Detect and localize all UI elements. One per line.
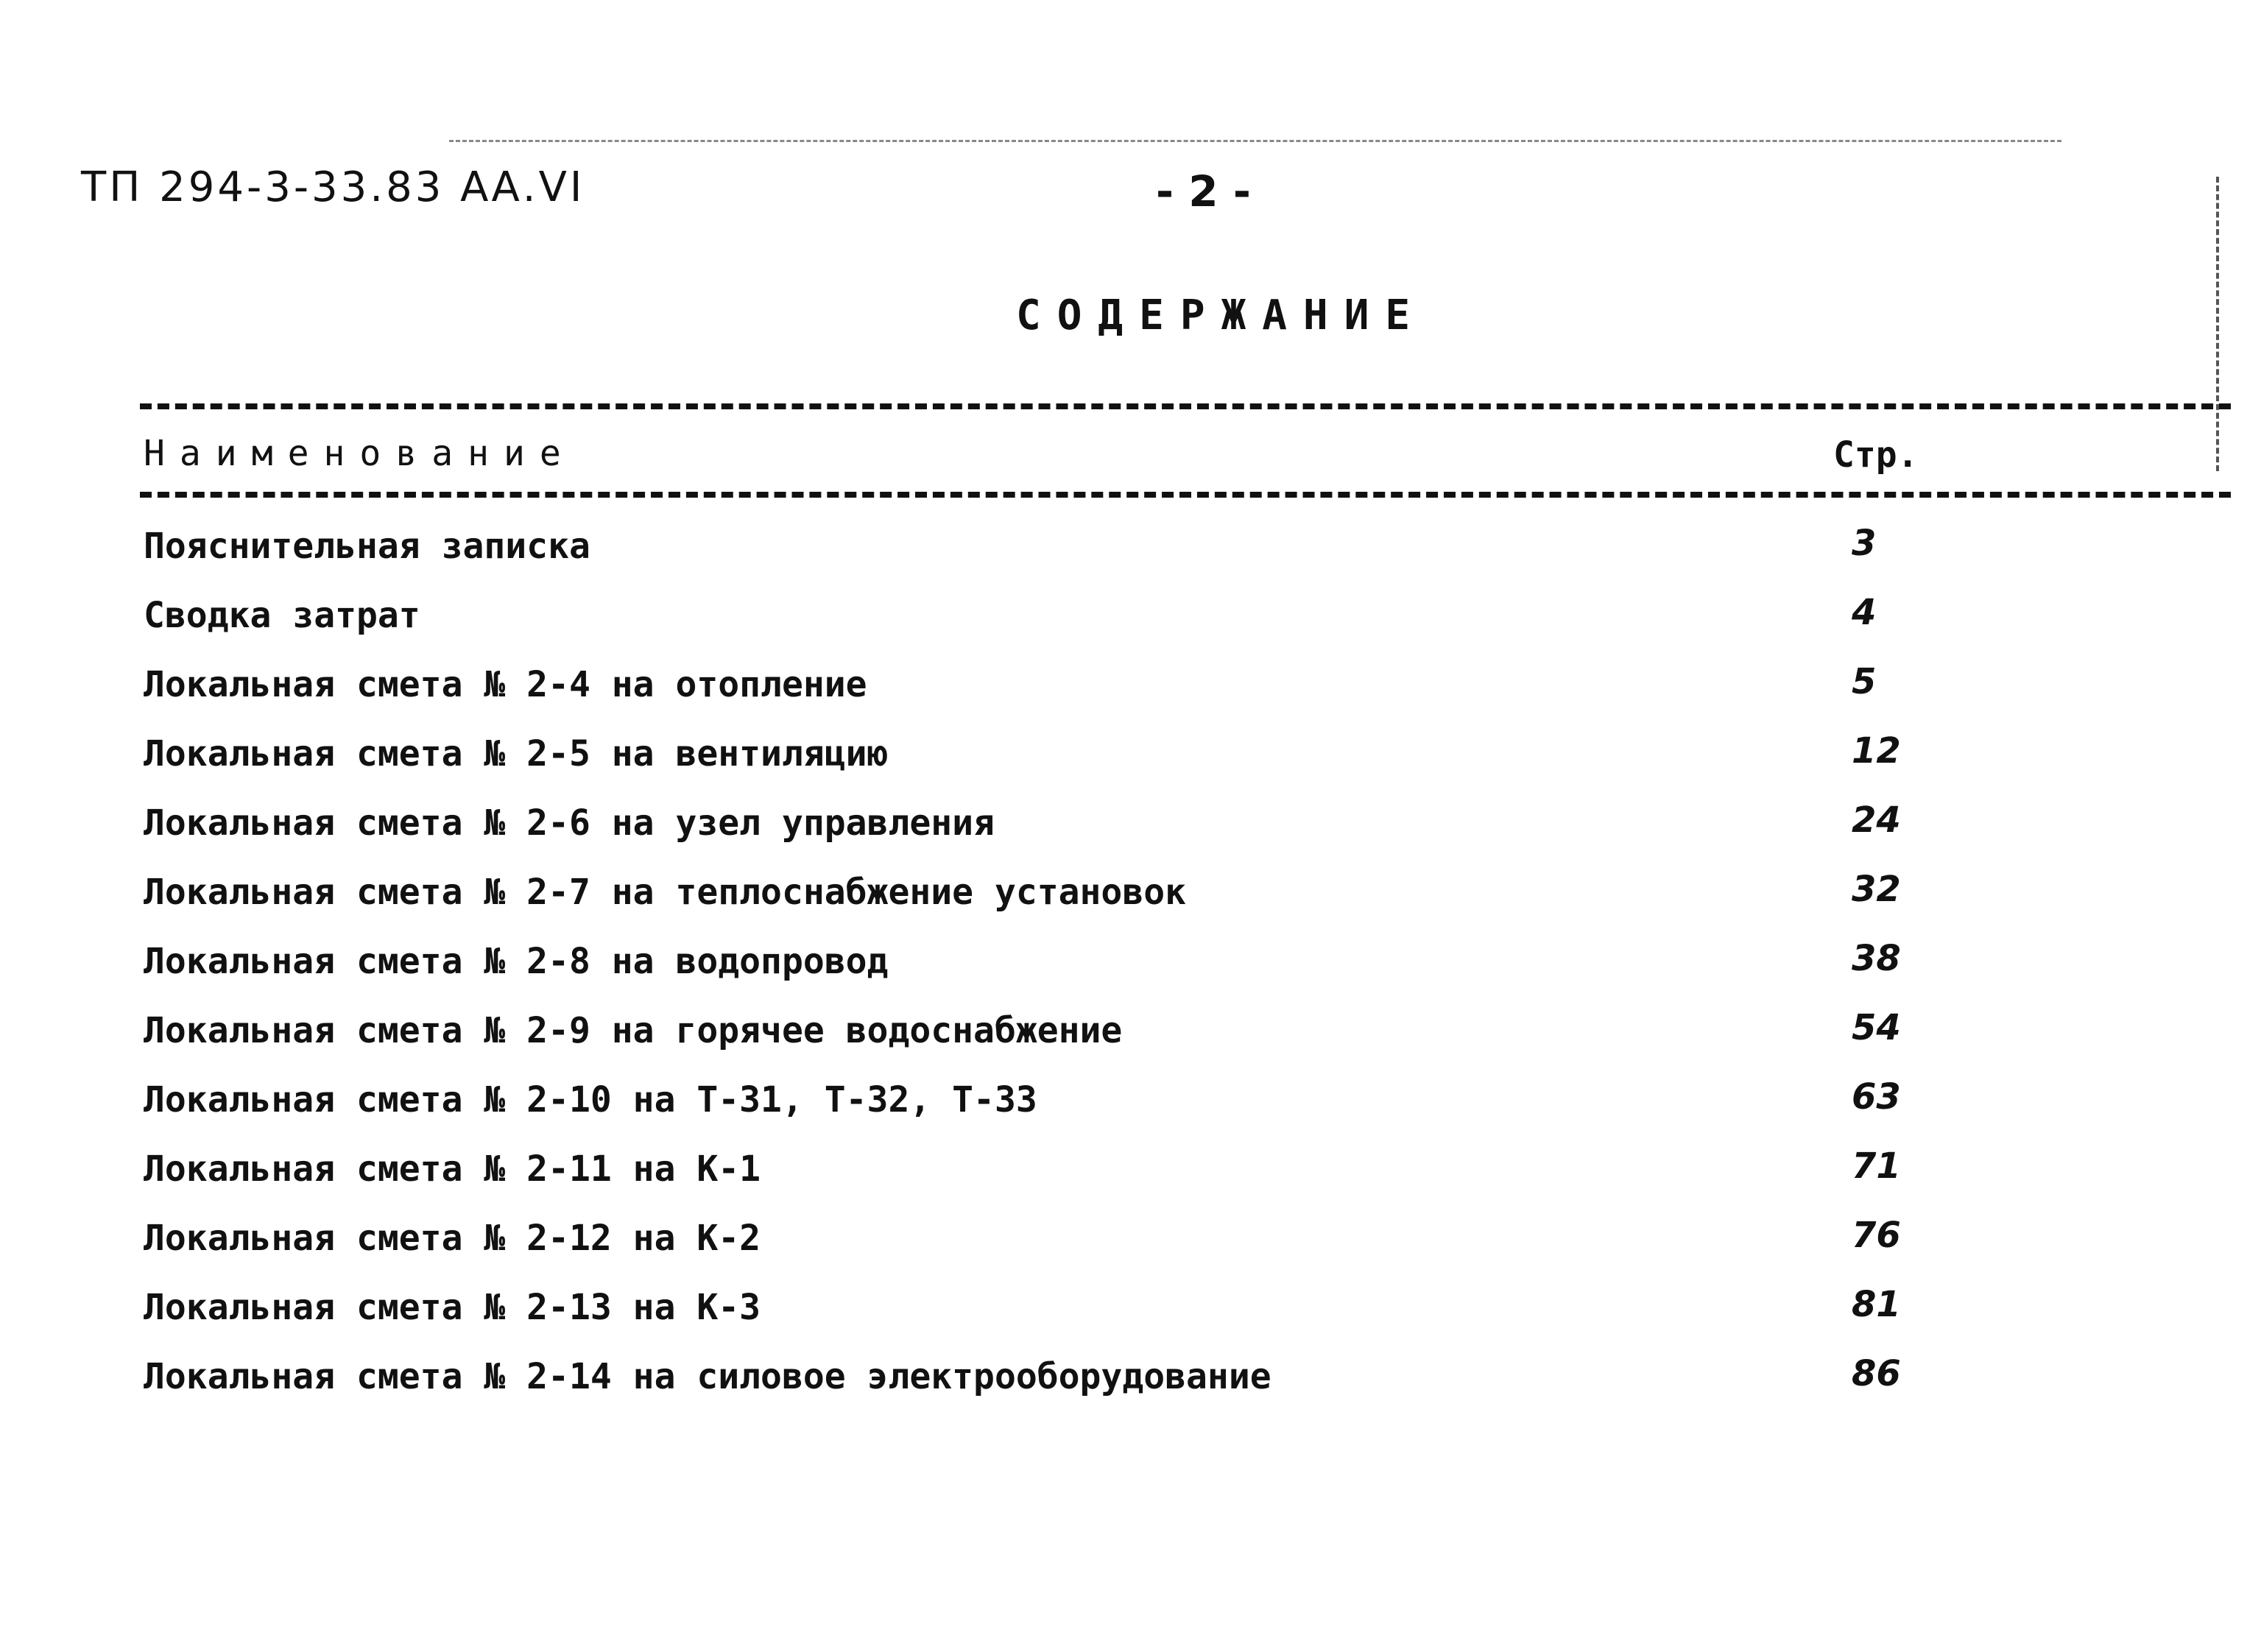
entry-page-number: 81 (1852, 1284, 1901, 1325)
page-number: - 2 - (1156, 166, 1251, 216)
top-faint-rule (449, 140, 2061, 142)
list-item (144, 1138, 2131, 1207)
list-item (144, 861, 2131, 931)
entry-page-number: 4 (1852, 592, 1877, 633)
entry-title: Локальная смета № 2-7 на теплоснабжение установок (144, 872, 1187, 913)
list-item (144, 515, 2131, 585)
entry-title: Локальная смета № 2-8 на водопровод (144, 941, 889, 982)
entry-title: Локальная смета № 2-6 на узел управления (144, 802, 995, 844)
entry-title: Локальная смета № 2-5 на вентиляцию (144, 733, 889, 774)
right-edge-rule (2216, 177, 2219, 471)
entry-page-number: 71 (1852, 1146, 1901, 1187)
entry-page-number: 54 (1852, 1007, 1901, 1048)
entry-title: Локальная смета № 2-12 на К-2 (144, 1218, 761, 1259)
entry-page-number: 32 (1852, 869, 1901, 910)
list-item (144, 792, 2131, 861)
entry-page-number: 76 (1852, 1215, 1901, 1256)
list-item (144, 585, 2131, 654)
entry-page-number: 24 (1852, 799, 1901, 841)
page-title: СОДЕРЖАНИЕ (1016, 292, 1427, 339)
entry-page-number: 86 (1852, 1353, 1901, 1394)
entry-page-number: 38 (1852, 938, 1901, 979)
column-header-page: Стр. (1833, 434, 1919, 476)
list-item (144, 1346, 2131, 1415)
list-item (144, 654, 2131, 723)
entry-title: Локальная смета № 2-4 на отопление (144, 664, 867, 705)
entry-page-number: 5 (1852, 661, 1877, 702)
entry-title: Локальная смета № 2-13 на К-3 (144, 1287, 761, 1328)
document-code: ТП 294-3-33.83 АА.VI (81, 163, 585, 211)
entry-page-number: 3 (1852, 523, 1877, 564)
list-item (144, 1069, 2131, 1138)
list-item (144, 723, 2131, 792)
contents-list (144, 515, 2131, 1415)
list-item (144, 931, 2131, 1000)
column-header-name: Наименование (144, 433, 576, 474)
entry-title: Локальная смета № 2-9 на горячее водоснабжение (144, 1010, 1123, 1051)
entry-title: Сводка затрат (144, 595, 420, 636)
entry-title: Локальная смета № 2-14 на силовое электрооборудование (144, 1356, 1271, 1397)
entry-title: Пояснительная записка (144, 526, 590, 567)
list-item (144, 1207, 2131, 1277)
entry-page-number: 63 (1852, 1076, 1901, 1118)
table-top-rule (140, 403, 2231, 409)
entry-title: Локальная смета № 2-11 на К-1 (144, 1148, 761, 1190)
list-item (144, 1000, 2131, 1069)
list-item (144, 1277, 2131, 1346)
table-header-rule (140, 492, 2231, 498)
entry-title: Локальная смета № 2-10 на Т-31, Т-32, Т-33 (144, 1079, 1037, 1120)
entry-page-number: 12 (1852, 730, 1901, 772)
